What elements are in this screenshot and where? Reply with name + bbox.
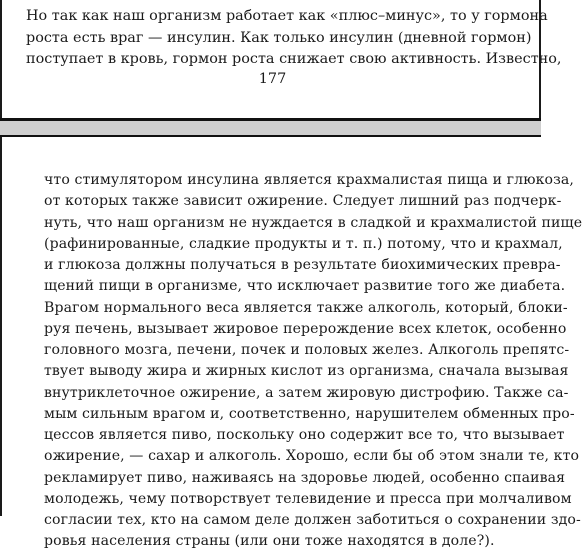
body-paragraph: [44, 170, 582, 553]
text-line: Но так как наш организм работает как «плюс–минус», то у гормона: [26, 8, 548, 24]
text-line: Врагом нормального веса является также алкоголь, который, блоки-: [44, 299, 568, 316]
text-line: цессов является пиво, поскольку оно содержит все то, что вызывает: [44, 427, 565, 443]
text-line: роста есть враг — инсулин. Как только инсулин (дневной гормон): [26, 29, 532, 46]
text-line: от которых также зависит ожирение. Следует лишний раз подчерк-: [44, 193, 562, 210]
text-line: (рафинированные, сладкие продукты и т. п.) потому, что и крахмал,: [44, 235, 563, 252]
text-line: щений пищи в организме, что исключает развитие того же диабета.: [44, 278, 566, 295]
bottom-page: [0, 137, 582, 550]
text-line: головного мозга, печени, почек и половых желез. Алкоголь препятс-: [44, 342, 570, 358]
text-line: твует выводу жира и жирных кислот из организма, сначала вызывая: [44, 363, 569, 380]
text-line: нуть, что наш организм не нуждается в сладкой и крахмалистой пище: [44, 214, 582, 231]
text-line: ровья населения страны (или они тоже находятся в доле?).: [44, 533, 495, 550]
text-line: руя печень, вызывает жировое перерождение всех клеток, особенно: [44, 320, 567, 337]
text-line: ожирение, — сахар и алкоголь. Хорошо, если бы об этом знали те, кто: [44, 448, 580, 465]
text-line: мым сильным врагом и, соответственно, нарушителем обменных про-: [44, 405, 575, 422]
top-page: [0, 0, 562, 118]
text-line: согласии тех, кто на самом деле должен заботиться о сохранении здо-: [44, 512, 581, 528]
text-line: внутриклеточное ожирение, а затем жировую дистрофию. Также са-: [44, 384, 569, 401]
page-number: 177: [258, 71, 287, 87]
text-line: что стимулятором инсулина является крахмалистая пища и глюкоза,: [44, 172, 574, 188]
page-gap: [0, 121, 541, 135]
text-line: рекламирует пиво, наживаясь на здоровье людей, особенно спаивая: [44, 469, 566, 486]
text-line: поступает в кровь, гормон роста снижает свою активность. Известно,: [26, 51, 562, 67]
top-page-text: [26, 6, 562, 71]
text-line: молодежь, чему потворствует телевидение и пресса при молчаливом: [44, 490, 572, 507]
text-line: и глюкоза должны получаться в результате биохимических превра-: [44, 257, 561, 273]
